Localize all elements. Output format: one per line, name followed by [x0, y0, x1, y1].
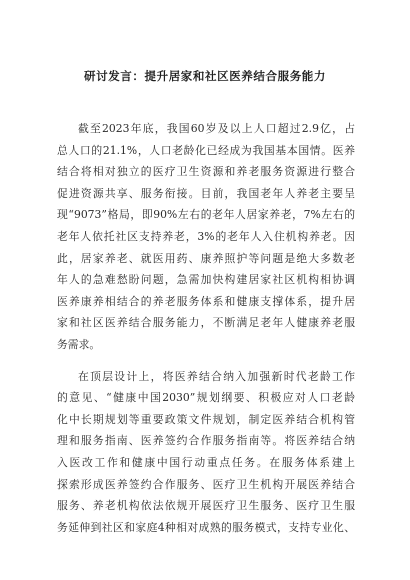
paragraph-1-line: 截至2023年底，我国60岁及以上人口超过2.9亿，占 [78, 122, 355, 135]
paragraph-1-line: 结合将相对独立的医疗卫生资源和养老服务资源进行整合 [57, 165, 355, 179]
paragraph-2-line: 理和服务指南、医养签约合作服务指南等。将医养结合纳 [57, 434, 355, 448]
document-body [57, 118, 355, 538]
paragraph-1-line: 务需求。 [57, 337, 101, 351]
paragraph-1-line: 此，居家养老、就医用药、康养照护等问题是绝大多数老 [57, 251, 355, 265]
paragraph-1-line: 年人的急难愁盼问题，急需加快构建居家社区机构相协调 [57, 273, 355, 287]
paragraph-1-line: 现“9073”格局，即90%左右的老年人居家养老，7%左右的 [57, 208, 355, 222]
paragraph-separator [57, 356, 355, 366]
paragraph-1-line: 医养康养相结合的养老服务体系和健康支撑体系，提升居 [57, 294, 355, 308]
paragraph-2-line: 服务、养老机构依法依规开展医疗卫生服务、医疗卫生服 [57, 499, 355, 513]
paragraph-1-line: 老年人依托社区支持养老，3%的老年人入住机构养老。因 [57, 229, 355, 243]
document-title: 研讨发言：提升居家和社区医养结合服务能力 [84, 69, 326, 83]
paragraph-2-line: 入医改工作和健康中国行动重点任务。在服务体系建上 [57, 455, 355, 469]
paragraph-1-line: 家和社区医养结合服务能力，不断满足老年人健康养老服 [57, 316, 355, 330]
paragraph-2-line: 在顶层设计上，将医养结合纳入加强新时代老龄工作 [78, 369, 355, 383]
paragraph-2-line: 务延伸到社区和家庭4种相对成熟的服务模式，支持专业化、 [57, 520, 355, 534]
paragraph-2-line: 化中长期规划等重要政策文件规划，制定医养结合机构管 [57, 412, 355, 426]
paragraph-2-line: 探索形成医养签约合作服务、医疗卫生机构开展医养结合 [57, 477, 355, 491]
paragraph-1-line: 总人口的21.1%，人口老龄化已经成为我国基本国情。医养 [57, 143, 355, 157]
paragraph-2-line: 的意见、“健康中国2030”规划纲要、积极应对人口老龄 [57, 391, 355, 405]
paragraph-1-line: 促进资源共享、服务衔接。目前，我国老年人养老主要呈 [57, 186, 355, 200]
